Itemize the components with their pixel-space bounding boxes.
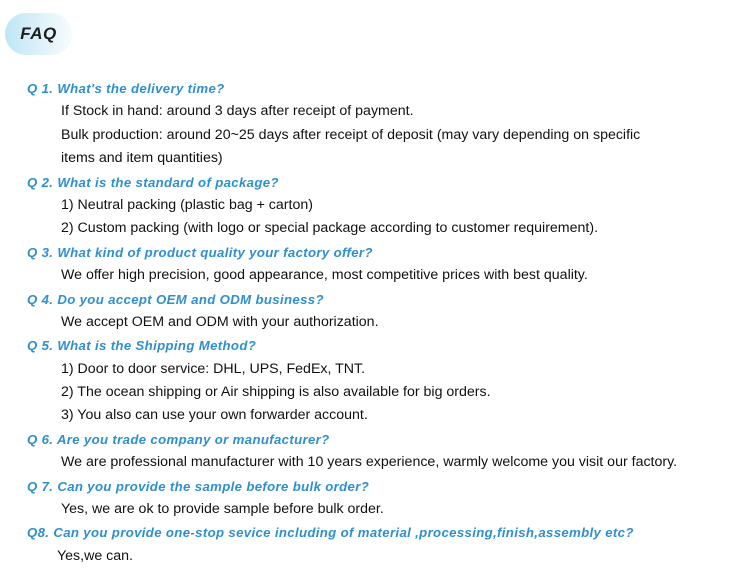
faq-question-5: Q 5. What is the Shipping Method? [27,338,257,354]
faq-question-4: Q 4. Do you accept OEM and ODM business? [27,291,324,307]
faq-question-8: Q8. Can you provide one-stop sevice including of material ,processing,finish,assembly etc? [27,525,634,541]
faq-question-7: Q 7. Can you provide the sample before bulk order? [27,478,370,494]
faq-answer-2-line-1: 1) Neutral packing (plastic bag + carton) [61,196,313,213]
faq-answer-3-line-1: We offer high precision, good appearance, most competitive prices with best quality. [61,267,588,284]
faq-question-2: Q 2. What is the standard of package? [27,174,279,190]
faq-question-6: Q 6. Are you trade company or manufacturer? [27,431,330,447]
faq-question-3: Q 3. What kind of product quality your factory offer? [27,244,373,260]
faq-list [0,77,750,568]
faq-answer-1-line-1: If Stock in hand: around 3 days after receipt of payment. [61,103,414,120]
faq-answer-2-line-2: 2) Custom packing (with logo or special package according to customer requirement). [61,220,599,237]
faq-title: FAQ [20,24,57,43]
faq-question-1: Q 1. What's the delivery time? [27,81,225,96]
faq-title-badge [5,13,72,55]
faq-answer-6-line-1: We are professional manufacturer with 10 years experience, warmly welcome you visit our factory. [61,454,678,471]
faq-answer-1-line-2: Bulk production: around 20~25 days after receipt of deposit (may vary depending on specific [61,126,641,143]
faq-answer-1-line-3: items and item quantities) [61,150,223,167]
faq-answer-8-line-1: Yes,we can. [57,547,133,564]
faq-answer-7-line-1: Yes, we are ok to provide sample before bulk order. [61,501,384,518]
faq-answer-4-line-1: We accept OEM and ODM with your authorization. [61,313,379,330]
faq-answer-5-line-3: 3) You also can use your own forwarder account. [61,407,368,424]
faq-answer-5-line-1: 1) Door to door service: DHL, UPS, FedEx, TNT. [61,360,366,377]
faq-answer-5-line-2: 2) The ocean shipping or Air shipping is also available for big orders. [61,384,491,401]
